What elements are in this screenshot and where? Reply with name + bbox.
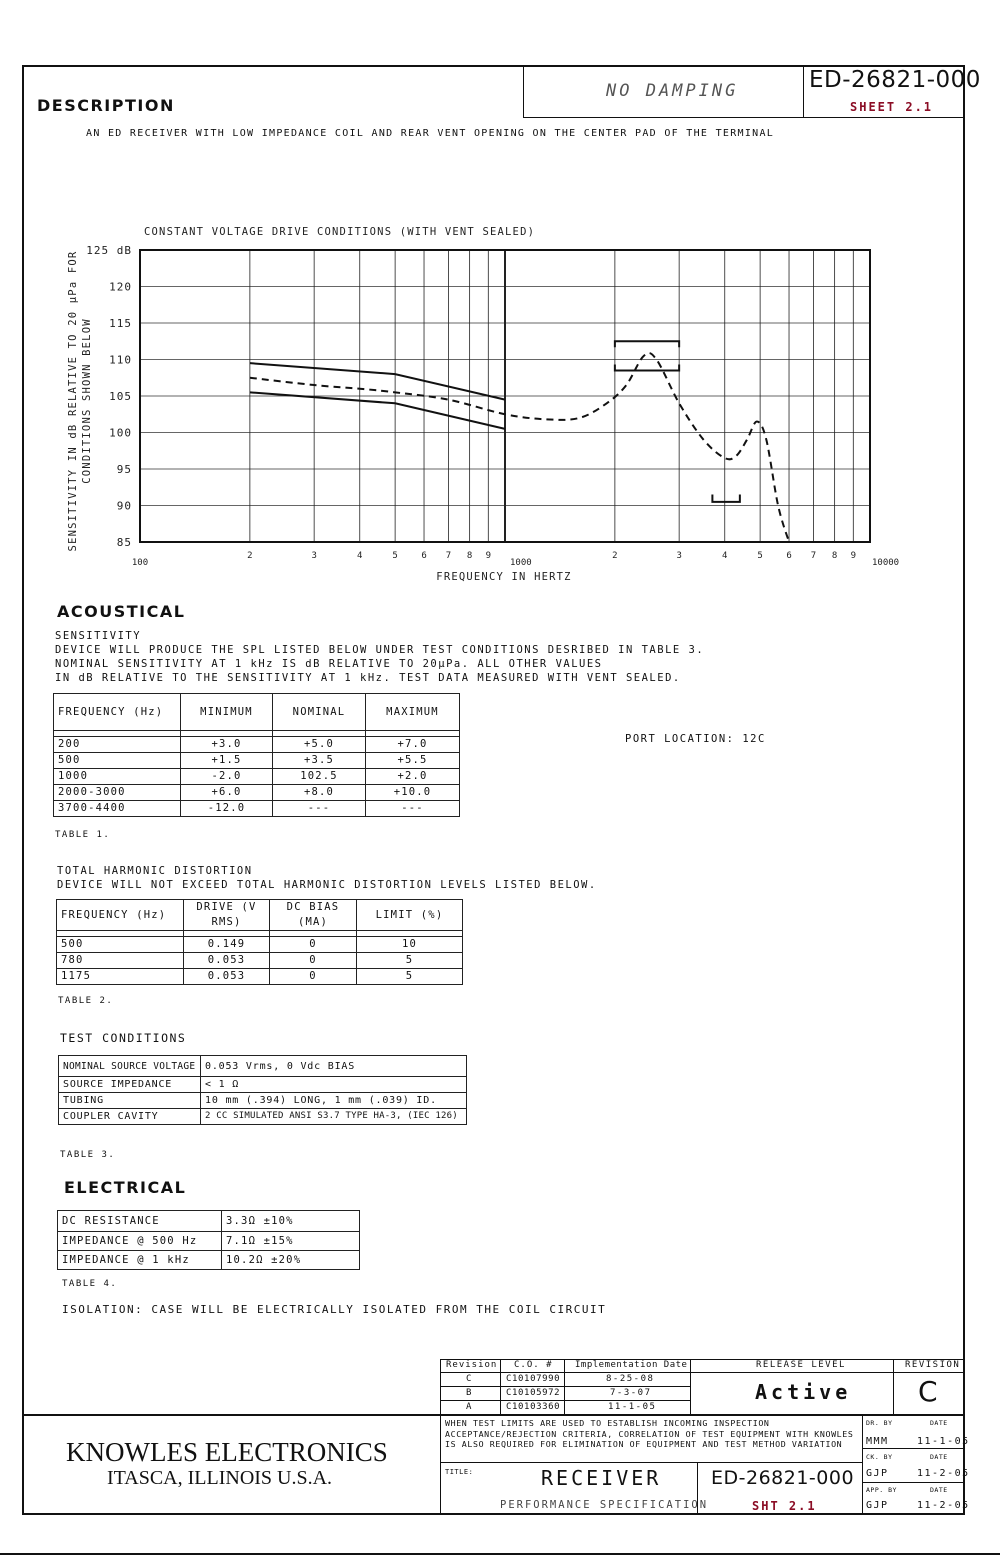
table-cell: +5.5: [366, 753, 460, 769]
revision-letter: B: [466, 1388, 473, 1398]
release-level-value: Active: [755, 1380, 852, 1404]
inspection-note: WHEN TEST LIMITS ARE USED TO ESTABLISH INCOMING INSPECTION ACCEPTANCE/REJECTION CRITERIA, CORRELATION OF TEST EQUIPMENT WITH KNOWLES IS ALSO REQUIRED FOR ELIMINATION OF EQUIPMENT AND TEST METHOD VARIATION: [445, 1418, 854, 1449]
co-header: C.O. #: [514, 1360, 553, 1370]
signoff-col-div: [862, 1414, 863, 1515]
table-row: [59, 1077, 467, 1093]
thd-table: [56, 899, 463, 985]
implementation-header: Implementation Date: [575, 1360, 688, 1370]
table-cell: +7.0: [366, 737, 460, 753]
y-tick-label: 85: [116, 536, 132, 549]
rev-row-div: [440, 1400, 690, 1401]
limit-bracket-upper: [615, 341, 679, 347]
table-row: [54, 753, 460, 769]
dr-date-label: DATE: [930, 1419, 948, 1427]
table-cell: +1.5: [181, 753, 273, 769]
acoustical-heading: ACOUSTICAL: [57, 602, 186, 621]
table-cell: 0.053: [184, 953, 270, 969]
bottom-rule: [0, 1553, 1000, 1555]
table-cell: 500: [54, 753, 181, 769]
table-cell: 780: [57, 953, 184, 969]
dr-by-date: 11-1-05: [917, 1436, 970, 1447]
x-tick-label: 4: [357, 551, 363, 561]
y-axis-label-line-2: CONDITIONS SHOWN BELOW: [81, 318, 93, 484]
app-by-date: 11-2-05: [917, 1500, 970, 1511]
test-conditions-table: [58, 1055, 467, 1125]
table-cell: 3.3Ω ±10%: [222, 1211, 360, 1232]
title-label: TITLE:: [445, 1468, 474, 1476]
footer-doc-number: ED-26821-000: [711, 1467, 855, 1489]
table-cell: 0: [270, 937, 357, 953]
series-nominal-response: [250, 353, 789, 542]
table-cell: 2000-3000: [54, 785, 181, 801]
ck-by-date: 11-2-05: [917, 1468, 970, 1479]
table-row: [54, 801, 460, 817]
revision-value: C: [918, 1375, 940, 1408]
sensitivity-table: [53, 693, 460, 817]
table-cell: 7.1Ω ±15%: [222, 1232, 360, 1251]
table-cell: NOMINAL SOURCE VOLTAGE: [59, 1056, 201, 1077]
company-location: ITASCA, ILLINOIS U.S.A.: [107, 1467, 333, 1489]
signoff-row-div: [862, 1448, 965, 1449]
acoustical-line-2: DEVICE WILL PRODUCE THE SPL LISTED BELOW UNDER TEST CONDITIONS DESRIBED IN TABLE 3.: [55, 644, 705, 656]
x-tick-label: 3: [311, 551, 317, 561]
table-cell: DC RESISTANCE: [58, 1211, 222, 1232]
y-tick-label: 115: [109, 317, 132, 330]
thd-title: TOTAL HARMONIC DISTORTION: [57, 865, 253, 877]
table3-caption: TABLE 3.: [60, 1150, 116, 1160]
table-cell: COUPLER CAVITY: [59, 1109, 201, 1125]
table-cell: 200: [54, 737, 181, 753]
table-row: [58, 1211, 360, 1232]
table-cell: ---: [273, 801, 366, 817]
table-cell: 2 CC SIMULATED ANSI S3.7 TYPE HA-3, (IEC 126): [201, 1109, 467, 1125]
revision-date: 7-3-07: [610, 1388, 652, 1398]
app-date-label: DATE: [930, 1486, 948, 1494]
drawing-subtitle: PERFORMANCE SPECIFICATION: [500, 1499, 709, 1511]
table-cell: < 1 Ω: [201, 1077, 467, 1093]
y-tick-label: 90: [116, 499, 132, 513]
table-row: [59, 1056, 467, 1077]
table-row: [54, 769, 460, 785]
signoff-row-div: [862, 1482, 965, 1483]
table-cell: 3700-4400: [54, 801, 181, 817]
table-cell: 0.053 Vrms, 0 Vdc BIAS: [201, 1056, 467, 1077]
revision-co: C10103360: [506, 1402, 561, 1412]
table-cell: IMPEDANCE @ 500 Hz: [58, 1232, 222, 1251]
x-tick-label: 5: [757, 551, 763, 561]
acoustical-line-4: IN dB RELATIVE TO THE SENSITIVITY AT 1 kHz. TEST DATA MEASURED WITH VENT SEALED.: [55, 672, 681, 684]
table-cell: +3.5: [273, 753, 366, 769]
x-tick-label: 3: [676, 551, 682, 561]
revision-date: 11-1-05: [608, 1402, 657, 1412]
ck-by-name: GJP: [866, 1468, 889, 1479]
table4-caption: TABLE 4.: [62, 1279, 118, 1289]
table-row: [59, 1109, 467, 1125]
table-cell: +3.0: [181, 737, 273, 753]
electrical-heading: ELECTRICAL: [64, 1178, 187, 1197]
table-cell: ---: [366, 801, 460, 817]
table-cell: +2.0: [366, 769, 460, 785]
y-axis-label-line-1: SENSITIVITY IN dB RELATIVE TO 20 µPa FOR: [67, 250, 79, 552]
release-level-label: RELEASE LEVEL: [756, 1360, 846, 1370]
drawing-title: RECEIVER: [541, 1466, 662, 1490]
table-cell: +6.0: [181, 785, 273, 801]
table-cell: +8.0: [273, 785, 366, 801]
acoustical-line-3: NOMINAL SENSITIVITY AT 1 kHz IS dB RELATIVE TO 20µPa. ALL OTHER VALUES: [55, 658, 603, 670]
revision-letter: C: [466, 1374, 473, 1384]
table-row: [59, 1093, 467, 1109]
revision-header: Revision: [446, 1360, 498, 1370]
x-tick-label: 5: [392, 551, 398, 561]
isolation-note: ISOLATION: CASE WILL BE ELECTRICALLY ISOLATED FROM THE COIL CIRCUIT: [62, 1303, 607, 1316]
limit-bracket-high-freq: [712, 495, 739, 502]
x-tick-label: 6: [786, 551, 792, 561]
x-tick-label: 4: [722, 551, 728, 561]
table-cell: 0.149: [184, 937, 270, 953]
table-cell: 10: [357, 937, 463, 953]
table-cell: 1000: [54, 769, 181, 785]
footer-sheet: SHT 2.1: [752, 1499, 817, 1513]
table2-header: FREQUENCY (Hz): [57, 900, 184, 931]
app-by-name: GJP: [866, 1500, 889, 1511]
table-cell: 500: [57, 937, 184, 953]
rev-row-div: [440, 1372, 690, 1373]
note-div: [440, 1462, 862, 1463]
revision-date: 8-25-08: [606, 1374, 655, 1384]
x-tick-label: 8: [831, 551, 838, 561]
y-tick-label: 105: [109, 390, 132, 403]
test-conditions-title: TEST CONDITIONS: [60, 1031, 187, 1045]
x-tick-label: 2: [247, 551, 253, 561]
table-row: [58, 1232, 360, 1251]
table1-header: FREQUENCY (Hz): [54, 694, 181, 731]
revision-co: C10107990: [506, 1374, 561, 1384]
table1-header: NOMINAL: [273, 694, 366, 731]
table-cell: 5: [357, 969, 463, 985]
revision-co: C10105972: [506, 1388, 561, 1398]
dr-by-label: DR. BY: [866, 1419, 893, 1427]
header-sheet: SHEET 2.1: [850, 100, 934, 114]
table-cell: 0: [270, 953, 357, 969]
table-cell: -12.0: [181, 801, 273, 817]
app-by-label: APP. BY: [866, 1486, 897, 1494]
ck-date-label: DATE: [930, 1453, 948, 1461]
x-tick-label: 7: [445, 551, 452, 561]
ck-by-label: CK. BY: [866, 1453, 893, 1461]
electrical-table: [57, 1210, 360, 1270]
table-cell: 10 mm (.394) LONG, 1 mm (.039) ID.: [201, 1093, 467, 1109]
table-cell: 10.2Ω ±20%: [222, 1251, 360, 1270]
table2-header: DRIVE (V RMS): [184, 900, 270, 931]
y-tick-label: 100: [109, 426, 132, 440]
x-axis-label: FREQUENCY IN HERTZ: [436, 571, 572, 583]
rev-row-div: [440, 1386, 690, 1387]
x-tick-label: 7: [810, 551, 817, 561]
limit-bracket-lower: [615, 364, 679, 370]
company-name: KNOWLES ELECTRONICS: [66, 1437, 388, 1467]
rev-col-div-3: [690, 1359, 691, 1414]
table1-header: MINIMUM: [181, 694, 273, 731]
table-cell: IMPEDANCE @ 1 kHz: [58, 1251, 222, 1270]
revision-label: REVISION: [905, 1360, 961, 1370]
x-tick-label: 1000: [510, 558, 532, 568]
dr-by-name: MMM: [866, 1436, 889, 1447]
revision-letter: A: [466, 1402, 473, 1412]
y-tick-label: 95: [116, 463, 132, 476]
table2-header: DC BIAS (MA): [270, 900, 357, 931]
y-tick-label: 110: [109, 353, 132, 367]
description-heading: DESCRIPTION: [37, 96, 175, 115]
table-cell: -2.0: [181, 769, 273, 785]
table-cell: SOURCE IMPEDANCE: [59, 1077, 201, 1093]
header-doc-number: ED-26821-000: [809, 67, 981, 93]
table-cell: TUBING: [59, 1093, 201, 1109]
table-cell: 1175: [57, 969, 184, 985]
frequency-response-chart: [0, 215, 1000, 590]
table-row: [54, 785, 460, 801]
table-cell: 102.5: [273, 769, 366, 785]
thd-text: DEVICE WILL NOT EXCEED TOTAL HARMONIC DISTORTION LEVELS LISTED BELOW.: [57, 879, 597, 891]
table-cell: +5.0: [273, 737, 366, 753]
rev-col-div-4: [893, 1359, 894, 1414]
x-tick-label: 9: [850, 551, 857, 561]
release-row-div: [690, 1372, 965, 1373]
table1-header: MAXIMUM: [366, 694, 460, 731]
table-cell: 5: [357, 953, 463, 969]
series-lower-limit: [250, 392, 505, 429]
x-tick-label: 10000: [872, 558, 900, 568]
table2-caption: TABLE 2.: [58, 996, 114, 1006]
table2-header: LIMIT (%): [357, 900, 463, 931]
description-text: AN ED RECEIVER WITH LOW IMPEDANCE COIL AND REAR VENT OPENING ON THE CENTER PAD OF THE TERMINAL: [86, 128, 775, 139]
port-location: PORT LOCATION: 12C: [625, 733, 766, 745]
y-tick-label: 125 dB: [86, 244, 132, 257]
table-cell: 0: [270, 969, 357, 985]
x-tick-label: 100: [131, 558, 149, 568]
table-row: [57, 969, 463, 985]
damping-label: NO DAMPING: [606, 81, 739, 101]
table-row: [57, 953, 463, 969]
table-row: [57, 937, 463, 953]
x-tick-label: 2: [612, 551, 618, 561]
acoustical-line-1: SENSITIVITY: [55, 630, 142, 642]
table-row: [54, 737, 460, 753]
table-cell: +10.0: [366, 785, 460, 801]
y-tick-label: 120: [109, 280, 132, 294]
table-cell: 0.053: [184, 969, 270, 985]
chart-title: CONSTANT VOLTAGE DRIVE CONDITIONS (WITH VENT SEALED): [144, 226, 536, 238]
table1-caption: TABLE 1.: [55, 830, 111, 840]
x-tick-label: 8: [466, 551, 473, 561]
table-row: [58, 1251, 360, 1270]
x-tick-label: 6: [421, 551, 427, 561]
x-tick-label: 9: [485, 551, 492, 561]
